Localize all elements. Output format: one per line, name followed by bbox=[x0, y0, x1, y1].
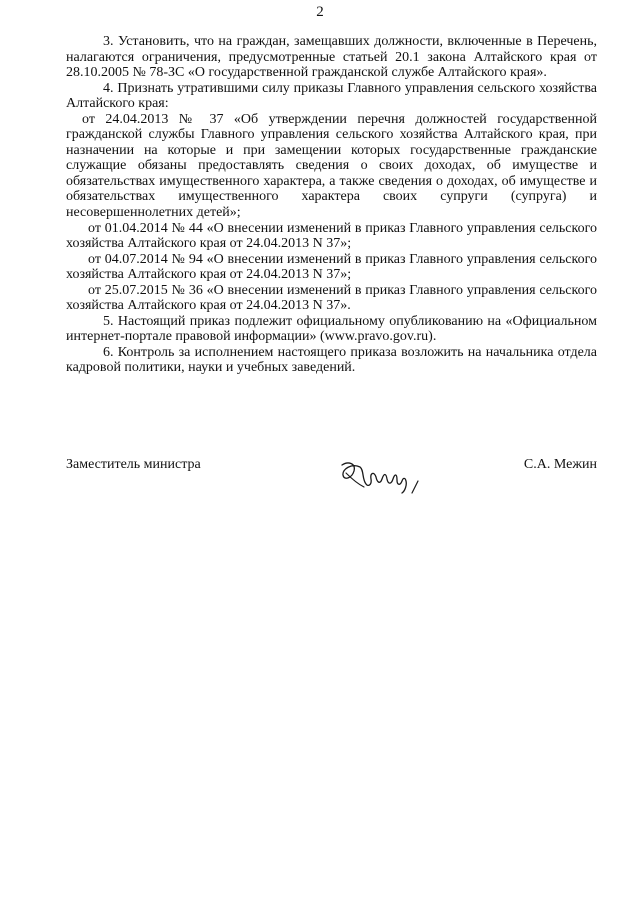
revoked-order-1: от 24.04.2013 № 37 «Об утверждении перечня должностей государственной гражданской службы Главного управления сельского хозяйства Алтайского края, при назначении на которые и при замещении которых государственные гражданские служащие обязаны предоставлять сведения о своих доходах, об имуществе и обязательствах имущественного характера, а также сведения о доходах, об имуществе и обязательствах имущественного характера своих супруги (супруга) и несовершеннолетних детей»; bbox=[66, 111, 597, 221]
clause-5: 5. Настоящий приказ подлежит официальному опубликованию на «Официальном интернет-портале правовой информации» (www.pravo.gov.ru). bbox=[66, 313, 597, 345]
signature-block bbox=[66, 457, 597, 517]
page-number: 2 bbox=[316, 4, 324, 20]
revoked-order-3: от 04.07.2014 № 94 «О внесении изменений в приказ Главного управления сельского хозяйства Алтайского края от 24.04.2013 N 37»; bbox=[66, 251, 597, 283]
clause-3: 3. Установить, что на граждан, замещавших должности, включенные в Перечень, налагаются ограничения, предусмотренные статьей 20.1 закона Алтайского края от 28.10.2005 № 78-ЗС «О государственной гражданской службе Алтайского края». bbox=[66, 34, 597, 81]
revoked-order-2: от 01.04.2014 № 44 «О внесении изменений в приказ Главного управления сельского хозяйства Алтайского края от 24.04.2013 N 37»; bbox=[66, 220, 597, 252]
signatory-name: С.А. Межин bbox=[523, 457, 597, 472]
revoked-order-4: от 25.07.2015 № 36 «О внесении изменений в приказ Главного управления сельского хозяйства Алтайского края от 24.04.2013 N 37». bbox=[66, 282, 597, 314]
clause-4: 4. Признать утратившими силу приказы Главного управления сельского хозяйства Алтайского края: bbox=[66, 80, 597, 112]
document-body bbox=[66, 34, 597, 376]
handwritten-signature bbox=[334, 451, 454, 511]
signatory-position: Заместитель министра bbox=[66, 457, 201, 472]
clause-6: 6. Контроль за исполнением настоящего приказа возложить на начальника отдела кадровой политики, науки и учебных заведений. bbox=[66, 344, 597, 376]
